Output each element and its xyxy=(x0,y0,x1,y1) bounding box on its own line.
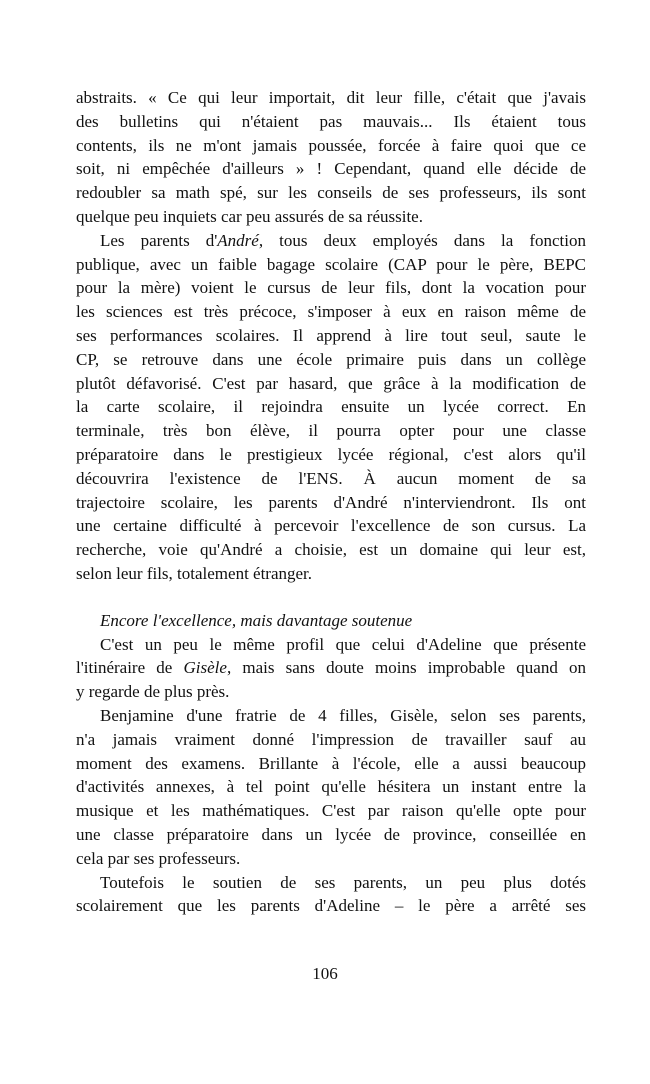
text-line: une certaine difficulté à percevoir l'excellence de son cursus. La xyxy=(76,516,586,536)
text-line: l'itinéraire de Gisèle, mais sans doute moins improbable quand on xyxy=(76,658,587,678)
paragraph-5 xyxy=(76,871,586,919)
text-line: des bulletins qui n'étaient pas mauvais... Ils étaient tous xyxy=(76,111,586,131)
text-line: soit, ni empêchée d'ailleurs » ! Cependant, quand elle décide de xyxy=(76,159,586,179)
text-line: une classe préparatoire dans un lycée de province, conseillée en xyxy=(76,824,586,844)
text-line: redoubler sa math spé, sur les conseils de ses professeurs, ils sont xyxy=(76,183,586,203)
italic-name: Gisèle xyxy=(183,658,227,678)
text-line: les sciences est très précoce, s'imposer à eux en raison même de xyxy=(76,302,586,322)
text-line: découvrira l'existence de l'ENS. À aucun moment de sa xyxy=(76,468,586,488)
paragraph-2 xyxy=(76,229,586,586)
text-line: cela par ses professeurs. xyxy=(76,848,241,868)
paragraph-3 xyxy=(76,633,586,704)
text-line: terminale, très bon élève, il pourra opter pour une classe xyxy=(76,421,586,441)
text-line: plutôt défavorisé. C'est par hasard, que grâce à la modification de xyxy=(76,373,586,393)
page-body xyxy=(76,86,586,918)
text-line: ses performances scolaires. Il apprend à lire tout seul, saute le xyxy=(76,325,586,345)
text-line: scolairement que les parents d'Adeline – le père a arrêté ses xyxy=(76,896,586,916)
text-line: y regarde de plus près. xyxy=(76,682,230,702)
text-line: la carte scolaire, il rejoindra ensuite un lycée correct. En xyxy=(76,397,586,417)
text-line: n'a jamais vraiment donné l'impression de travailler sauf au xyxy=(76,729,586,749)
page-number: 106 xyxy=(312,964,338,983)
text-line: Toutefois le soutien de ses parents, un peu plus dotés xyxy=(100,872,586,892)
text-line: recherche, voie qu'André a choisie, est un domaine qui leur est, xyxy=(76,540,586,560)
text-line: contents, ils ne m'ont jamais poussée, forcée à faire quoi que ce xyxy=(76,135,586,155)
text-line: selon leur fils, totalement étranger. xyxy=(76,563,313,583)
text-line: d'activités annexes, à tel point qu'elle hésitera un instant entre la xyxy=(76,777,586,797)
text-line: préparatoire dans le prestigieux lycée régional, c'est alors qu'il xyxy=(76,444,586,464)
text-line: publique, avec un faible bagage scolaire (CAP pour le père, BEPC xyxy=(76,254,586,274)
text-line: trajectoire scolaire, les parents d'André n'interviendront. Ils ont xyxy=(76,492,586,512)
text-line: Les parents d'André, tous deux employés dans la fonction xyxy=(100,230,586,250)
text-line: abstraits. « Ce qui leur importait, dit leur fille, c'était que j'avais xyxy=(76,88,586,107)
text-line: Benjamine d'une fratrie de 4 filles, Gisèle, selon ses parents, xyxy=(100,705,586,725)
text-line: pour la mère) voient le cursus de leur fils, dont la vocation pour xyxy=(76,278,586,298)
text-line: quelque peu inquiets car peu assurés de sa réussite. xyxy=(76,206,423,226)
text-line: moment des examens. Brillante à l'école, elle a aussi beaucoup xyxy=(76,753,586,773)
paragraph-4 xyxy=(76,704,586,871)
paragraph-1 xyxy=(76,86,586,229)
italic-name: André xyxy=(217,230,259,250)
text-line: CP, se retrouve dans une école primaire puis dans un collège xyxy=(76,349,586,369)
text-line: musique et les mathématiques. C'est par raison qu'elle opte pour xyxy=(76,801,586,821)
section-heading: Encore l'excellence, mais davantage soutenue xyxy=(100,610,413,630)
text-line: C'est un peu le même profil que celui d'Adeline que présente xyxy=(100,634,586,654)
